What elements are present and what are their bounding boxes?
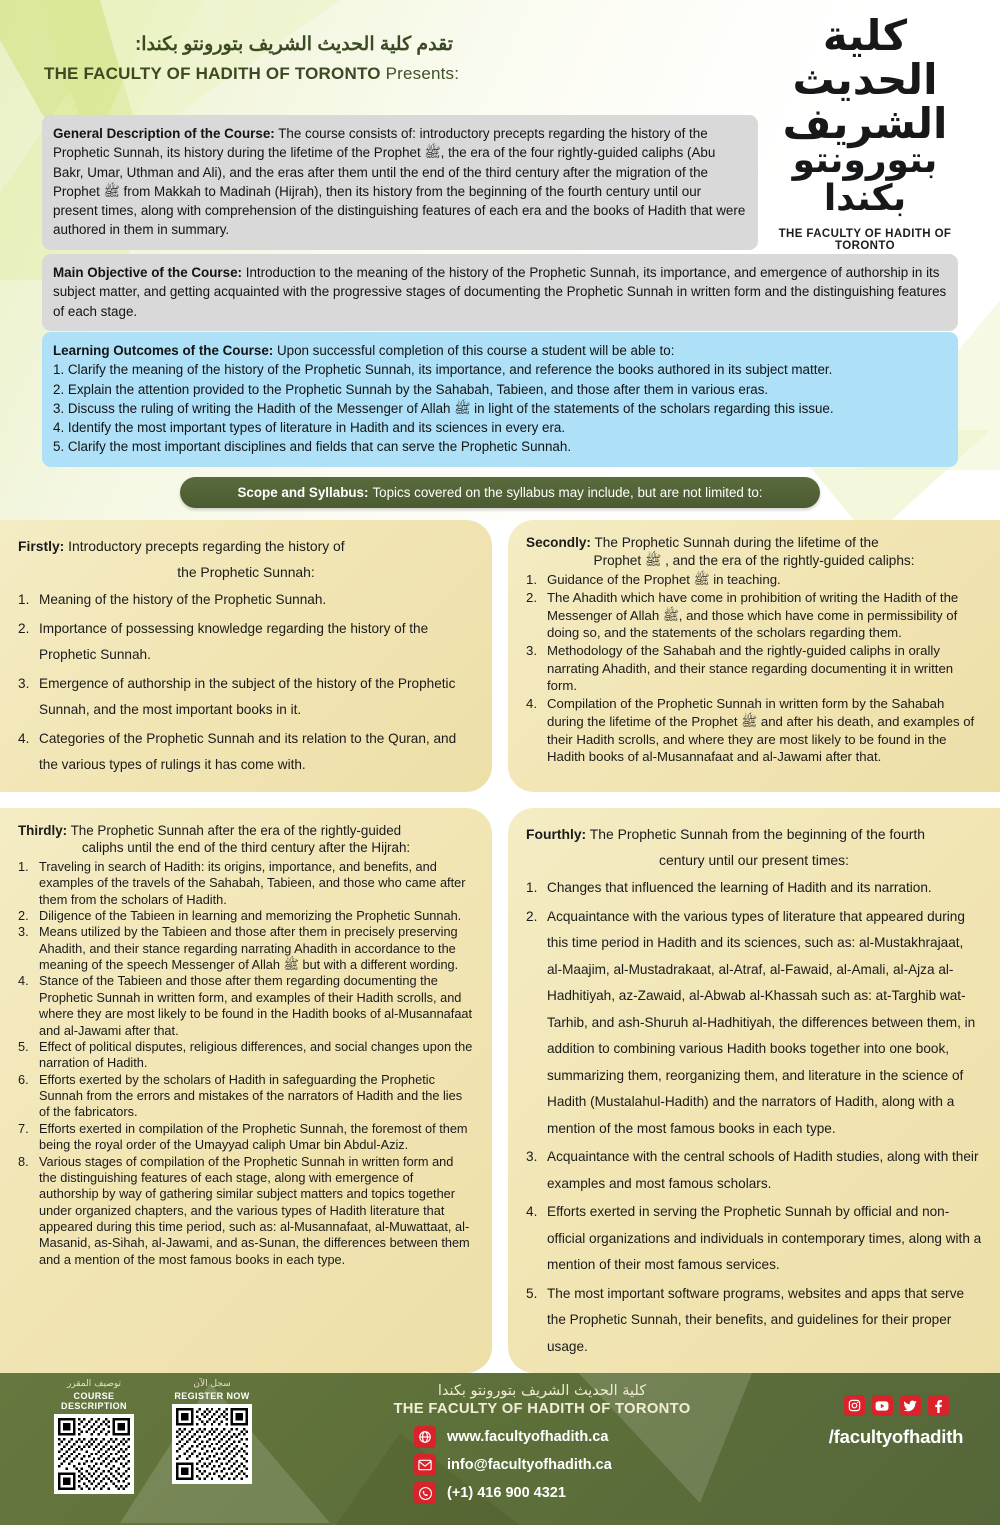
learning-outcome-item: 1. Clarify the meaning of the history of the Prophetic Sunnah, its importance, and reference the books authored in its subject matter. bbox=[53, 362, 833, 378]
list-item: Guidance of the Prophet ﷺ in teaching. bbox=[547, 572, 781, 588]
list-item: The most important software programs, websites and apps that serve the Prophetic Sunnah, their benefits, and guidelines for their proper usage. bbox=[547, 1285, 965, 1354]
learning-outcome-item: 5. Clarify the most important disciplines and fields that can serve the Prophetic Sunnah. bbox=[53, 439, 572, 455]
syllabus-panel-firstly bbox=[0, 520, 492, 792]
list-item: Categories of the Prophetic Sunnah and its relation to the Quran, and the various types of rulings it has come with. bbox=[39, 730, 457, 773]
syllabus-panel-fourthly bbox=[508, 808, 1000, 1373]
fourthly-heading bbox=[526, 822, 982, 873]
learning-outcomes-intro-text: Upon successful completion of this course a student will be able to: bbox=[273, 343, 675, 358]
thirdly-heading-line2: caliphs until the end of the third century after the Hijrah: bbox=[81, 840, 411, 856]
qr-course-description[interactable] bbox=[48, 1379, 140, 1494]
header-arabic-title: تقدم كلية الحديث الشريف بتورونتو بكندا: bbox=[134, 34, 454, 55]
general-description-label: General Description of the Course: bbox=[53, 126, 275, 141]
globe-icon bbox=[414, 1426, 436, 1448]
scope-text: Topics covered on the syllabus may include, but are not limited to: bbox=[372, 485, 763, 500]
learning-outcome-item: 4. Identify the most important types of literature in Hadith and its sciences in every era. bbox=[53, 420, 566, 436]
facebook-icon[interactable] bbox=[928, 1395, 949, 1416]
qr-code-svg bbox=[176, 1408, 248, 1480]
social-media-block bbox=[806, 1395, 986, 1448]
list-item: Stance of the Tabieen and those after them regarding documenting the Prophetic Sunnah in written form, and examples of their Hadith scrolls, and where they are most likely to be found in the Hadith books of al-Musannafaat and al-Jawami after that. bbox=[39, 973, 473, 1038]
thirdly-label: Thirdly: bbox=[18, 823, 68, 838]
main-objective-text bbox=[53, 263, 947, 321]
fourthly-heading-line1: The Prophetic Sunnah from the beginning of the fourth bbox=[586, 826, 925, 842]
logo-arabic-line-1: كلية الحديث الشريف bbox=[782, 11, 948, 149]
list-item: Acquaintance with the central schools of Hadith studies, along with their examples and most famous scholars. bbox=[547, 1149, 979, 1191]
syllabus-panel-secondly bbox=[508, 520, 1000, 792]
footer-identity bbox=[352, 1383, 732, 1510]
learning-outcome-text: Clarify the most important disciplines and fields that can serve the Prophetic Sunnah. bbox=[67, 439, 572, 455]
header-title-block bbox=[44, 34, 544, 84]
website-value: www.facultyofhadith.ca bbox=[447, 1429, 609, 1446]
qr-english-label: REGISTER NOW bbox=[174, 1390, 250, 1401]
list-item: The Ahadith which have come in prohibition of writing the Hadith of the Messenger of Allah ﷺ, and those which have come in permissibility of doing so, and the statements of the scholars regarding them. bbox=[547, 590, 959, 641]
secondly-heading-line1: The Prophetic Sunnah during the lifetime of the bbox=[590, 535, 879, 550]
thirdly-heading-line1: The Prophetic Sunnah after the era of the rightly-guided bbox=[67, 823, 402, 838]
learning-outcomes-intro bbox=[53, 341, 947, 360]
header-english-title bbox=[44, 64, 544, 84]
list-item: Efforts exerted in compilation of the Prophetic Sunnah, the foremost of them being the royal order of the Umayyad caliph Umar bin Abdul-Aziz. bbox=[39, 1120, 468, 1153]
learning-outcome-text: Explain the attention provided to the Prophetic Sunnah by the Sahabah, Tabieen, and those after them in various eras. bbox=[67, 381, 769, 397]
phone-value: (+1) 416 900 4321 bbox=[447, 1485, 566, 1502]
learning-outcome-text: Clarify the meaning of the history of the Prophetic Sunnah, its importance, and reference the books authored in its subject matter. bbox=[67, 362, 833, 378]
list-item: Diligence of the Tabieen in learning and memorizing the Prophetic Sunnah. bbox=[39, 907, 462, 923]
footer-contact-list bbox=[352, 1426, 732, 1504]
qr-register-now[interactable] bbox=[166, 1379, 258, 1494]
general-description-text bbox=[53, 124, 747, 240]
secondly-label: Secondly: bbox=[526, 535, 591, 550]
faculty-logo bbox=[750, 11, 980, 252]
firstly-heading-line2: the Prophetic Sunnah: bbox=[177, 563, 315, 580]
qr-arabic-label: توصيف المقرر bbox=[67, 1379, 121, 1389]
email-value: info@facultyofhadith.ca bbox=[447, 1457, 612, 1474]
main-objective-box bbox=[42, 254, 958, 331]
qr-english-label: COURSE DESCRIPTION bbox=[61, 1390, 127, 1411]
firstly-label: Firstly: bbox=[18, 538, 65, 554]
contact-phone[interactable] bbox=[414, 1482, 732, 1504]
envelope-icon bbox=[414, 1454, 436, 1476]
fourthly-item-list bbox=[526, 875, 982, 1360]
contact-email[interactable] bbox=[414, 1454, 732, 1476]
header-presents-label: Presents: bbox=[380, 63, 460, 83]
general-description-box bbox=[42, 115, 758, 250]
list-item: Emergence of authorship in the subject of the history of the Prophetic Sunnah, and the most important books in it. bbox=[39, 675, 456, 718]
qr-code-group bbox=[48, 1379, 258, 1494]
instagram-icon[interactable] bbox=[844, 1395, 865, 1416]
learning-outcome-text: Identify the most important types of literature in Hadith and its sciences in every era. bbox=[67, 420, 566, 436]
qr-code-image[interactable] bbox=[172, 1404, 252, 1484]
contact-website[interactable] bbox=[414, 1426, 732, 1448]
list-item: Acquaintance with the various types of literature that appeared during this time period in Hadith and its sciences, such as: al-Mustakhrajaat, al-Maajim, al-Mustadrakaat, al-Atraf, al-Fawaid, al-Amali, al-Ajza al-Hadhitiyah, az-Zawaid, al-Abwab al-Khassah such as: at-Targhib wat-Tarhib, and ash-Shuruh al-Hadhitiyah, the differences between them, in addition to combining various Hadith books together into one book, summarizing them, reorganizing them, and literature in the science of Hadith (Mustalahul-Hadith) and the narrators of Hadith, along with a mention of the most famous books in each type. bbox=[547, 908, 976, 1136]
main-objective-label: Main Objective of the Course: bbox=[53, 265, 242, 280]
social-icon-row bbox=[806, 1395, 986, 1416]
list-item: Efforts exerted in serving the Prophetic Sunnah by official and non-official organizations and individuals in contemporary times, along with a mention of their most famous services. bbox=[547, 1204, 982, 1273]
firstly-heading-line1: Introductory precepts regarding the history of bbox=[64, 538, 345, 554]
firstly-heading bbox=[18, 534, 474, 585]
learning-outcome-item: 2. Explain the attention provided to the Prophetic Sunnah by the Sahabah, Tabieen, and those after them in various eras. bbox=[53, 381, 769, 397]
logo-english-name: THE FACULTY OF HADITH OF TORONTO bbox=[778, 227, 952, 252]
general-description-body: The course consists of: introductory precepts regarding the history of the Prophetic Sunnah, its history during the lifetime of the Prophet ﷺ, the era of the four rightly-guided caliphs (Abu Bakr, Umar, Uthman and Ali), and the eras after them until the end of the third century after the migration of the Prophet ﷺ from Makkah to Madinah (Hijrah), then its history from the beginning of the fourth century until our present times, along with comprehension of the distinguishing features of each era and the books of Hadith that were authored in them in summary. bbox=[53, 126, 746, 238]
learning-outcomes-label: Learning Outcomes of the Course: bbox=[53, 343, 274, 358]
list-item: Various stages of compilation of the Prophetic Sunnah in written form and the distinguishing features of each stage, along with emergence of authorship by way of gathering similar subject matters and topics together under organized chapters, and the various types of Hadith literature that appeared during this time period, such as: al-Musannafaat, al-Muwattaat, al-Masanid, as-Sihah, al-Jawami, and as-Sunan, the differences between them and a mention of the most famous books in each type. bbox=[39, 1153, 470, 1267]
header-faculty-name: THE FACULTY OF HADITH OF TORONTO bbox=[44, 63, 381, 83]
list-item: Effect of political disputes, religious differences, and social changes upon the narration of Hadith. bbox=[39, 1038, 473, 1071]
list-item: Means utilized by the Tabieen and those after them in precisely preserving Ahadith, and their stance regarding narrating Ahadith in accordance to the meaning of the speech Messenger of Allah ﷺ but with a different wording. bbox=[39, 924, 459, 973]
twitter-icon[interactable] bbox=[900, 1395, 921, 1416]
list-item: Meaning of the history of the Prophetic Sunnah. bbox=[39, 592, 327, 608]
qr-arabic-label: سجل الآن bbox=[193, 1379, 231, 1389]
secondly-item-list bbox=[526, 571, 982, 766]
footer-arabic-name: كلية الحديث الشريف بتورونتو بكندا bbox=[437, 1383, 647, 1399]
secondly-heading bbox=[526, 534, 982, 569]
main-objective-body: Introduction to the meaning of the history of the Prophetic Sunnah, its importance, and emergence of authorship in its subject matter, and getting acquainted with the progressive stages of documenting the Prophetic Sunnah in written form and the distinguishing features of each stage. bbox=[53, 265, 947, 319]
list-item: Methodology of the Sahabah and the rightly-guided caliphs in orally narrating Ahadith, and their stance regarding documenting it in written form. bbox=[547, 643, 954, 694]
firstly-item-list bbox=[18, 587, 474, 779]
list-item: Compilation of the Prophetic Sunnah in written form by the Sahabah during the lifetime of the Prophet ﷺ and after his death, and examples of their Hadith scrolls, and where they are most likely to be found in the Hadith books of al-Musannafaat and al-Jawami after that. bbox=[547, 696, 975, 765]
list-item: Changes that influenced the learning of Hadith and its narration. bbox=[547, 880, 932, 896]
thirdly-item-list bbox=[18, 859, 474, 1268]
secondly-heading-line2: Prophet ﷺ , and the era of the rightly-guided caliphs: bbox=[593, 552, 915, 568]
footer-english-name: THE FACULTY OF HADITH OF TORONTO bbox=[393, 1401, 691, 1418]
fourthly-heading-line2: century until our present times: bbox=[659, 851, 849, 868]
list-item: Efforts exerted by the scholars of Hadith in safeguarding the Prophetic Sunnah from the errors and mistakes of the narrators of Hadith and the lies of the fabricators. bbox=[39, 1071, 463, 1120]
scope-and-syllabus-banner bbox=[180, 477, 820, 508]
logo-arabic-line-2: بتورونتو بكندا bbox=[792, 140, 938, 220]
social-handle: /facultyofhadith bbox=[828, 1426, 964, 1447]
qr-code-svg bbox=[58, 1418, 130, 1490]
fourthly-label: Fourthly: bbox=[526, 826, 587, 842]
learning-outcome-text: Discuss the ruling of writing the Hadith of the Messenger of Allah ﷺ in light of the statements of the scholars regarding this issue. bbox=[67, 400, 834, 416]
list-item: Traveling in search of Hadith: its origins, importance, and benefits, and examples of the travels of the Sahabah, Tabieen, and those who came after them from the scholars of Hadith. bbox=[39, 858, 466, 907]
whatsapp-icon bbox=[414, 1482, 436, 1504]
learning-outcomes-box bbox=[42, 332, 958, 467]
qr-code-image[interactable] bbox=[54, 1414, 134, 1494]
scope-label: Scope and Syllabus: bbox=[237, 485, 369, 500]
list-item: Importance of possessing knowledge regarding the history of the Prophetic Sunnah. bbox=[39, 620, 429, 663]
thirdly-heading bbox=[18, 822, 474, 857]
syllabus-panel-thirdly bbox=[0, 808, 492, 1373]
youtube-icon[interactable] bbox=[872, 1395, 893, 1416]
learning-outcome-item: 3. Discuss the ruling of writing the Hadith of the Messenger of Allah ﷺ in light of the statements of the scholars regarding this issue. bbox=[53, 400, 834, 416]
poster-footer bbox=[0, 1373, 1000, 1525]
